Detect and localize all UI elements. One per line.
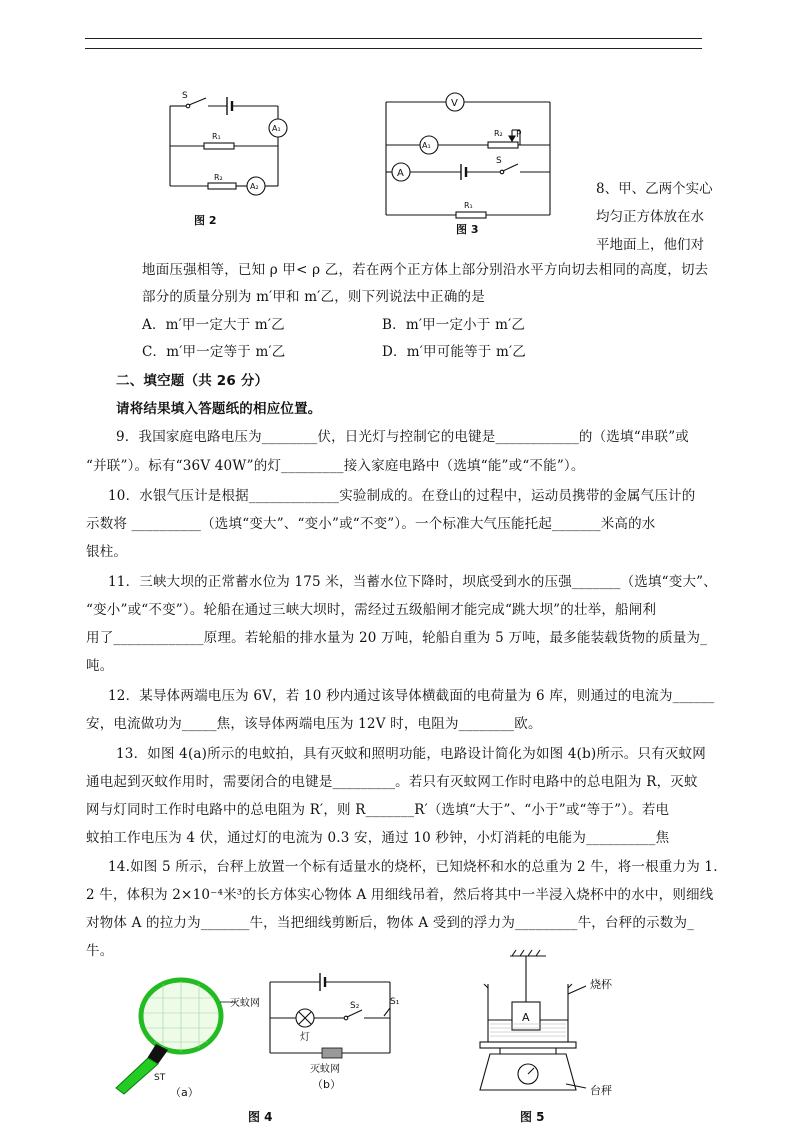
q10-line-1: 10．水银气压计是根据_____________实验制成的。在登山的过程中，运动员携带的金属气压计的 [108,488,696,504]
q14-line-1: 14.如图 5 所示，台秤上放置一个标有适量水的烧杯，已知烧杯和水的总重为 2 牛，将一根重力为 1. [108,859,718,875]
q8-line-1: 地面压强相等，已知 ρ 甲< ρ 乙，若在两个正方体上部分别沿水平方向切去相同的高度，切去 [142,262,709,278]
fig2-label-r1: R₁ [212,132,221,141]
q14-line-3: 对物体 A 的拉力为_______牛，当把细线剪断后，物体 A 受到的浮力为_________牛，台秤的示数为_ [86,915,695,931]
figure-2-circuit [160,88,290,233]
q13-line-2: 通电起到灭蚊作用时，需要闭合的电键是_________。若只有灭蚊网工作时电路中的总电阻为 R，灭蚊 [86,774,698,790]
q13-line-3: 网与灯同时工作时电路中的总电阻为 R′，则 R_______R′（选填“大于”、“小于”或“等于”）。若电 [86,802,670,818]
fig3-label-a1: A₁ [422,141,431,150]
fig3-label-v: V [451,98,458,109]
q8-side-line-3: 平地面上，他们对 [596,237,704,253]
header-rule-bottom [85,48,702,49]
q8-side-line-2: 均匀正方体放在水 [596,209,704,225]
fig4b-label-net: 灭蚊网 [310,1064,340,1075]
fig2-label-a1: A₁ [272,124,281,133]
fig3-label-p: P [516,130,522,140]
fig4b-label-lamp: 灯 [300,1032,310,1043]
fig3-label-r2: R₂ [494,129,503,138]
fig5-label-a: A [522,1011,530,1024]
fig3-label-r1: R₁ [464,201,473,210]
q14-line-4: 牛。 [86,943,114,959]
q8-option-d: D．m′甲可能等于 m′乙 [382,344,526,360]
fig4a-label-a: （a） [170,1086,199,1099]
q9-line-1: 9．我国家庭电路电压为________伏，日光灯与控制它的电键是____________的（选填“串联”或 [116,429,689,445]
q14-line-2: 2 牛，体积为 2×10⁻⁴米³的长方体实心物体 A 用细线吊着，然后将其中一半浸入烧杯中的水中，则细线 [86,887,714,903]
fig3-caption: 图 3 [456,223,479,236]
q10-line-2: 示数将 __________（选填“变大”、“变小”或“不变”）。一个标准大气压能托起_______米高的水 [86,516,656,532]
figure-4-caption: 图 4 [248,1110,273,1124]
section-2-instruction: 请将结果填入答题纸的相应位置。 [116,401,322,417]
fig2-label-s: S [182,91,188,101]
figure-4b-circuit [262,968,402,1098]
q8-side-line-1: 8、甲、乙两个实心 [596,181,713,197]
q12-line-1: 12．某导体两端电压为 6V，若 10 秒内通过该导体横截面的电荷量为 6 库，则通过的电流为______ [108,688,715,704]
section-2-title: 二、填空题（共 26 分） [116,373,269,389]
fig5-label-scale: 台秤 [590,1084,612,1097]
q8-line-2: 部分的质量分别为 m′甲和 m′乙，则下列说法中正确的是 [142,289,485,305]
fig4b-label-b: （b） [312,1078,341,1091]
q13-line-4: 蚊拍工作电压为 4 伏，通过灯的电流为 0.3 安，通过 10 秒钟，小灯消耗的电能为__________焦 [86,830,670,846]
header-rule-top [85,38,702,39]
q8-option-b: B．m′甲一定小于 m′乙 [382,317,526,333]
fig2-label-r2: R₂ [214,173,223,182]
q11-line-2: “变小”或“不变”）。轮船在通过三峡大坝时，需经过五级船闸才能完成“跳大坝”的壮举，船闸利 [86,602,657,618]
fig5-label-beaker: 烧杯 [590,978,612,991]
fig4a-label-net: 灭蚊网 [230,998,260,1009]
q12-line-2: 安，电流做功为_____焦，该导体两端电压为 12V 时，电阻为________欧。 [86,716,542,732]
q8-option-c: C．m′甲一定等于 m′乙 [142,344,286,360]
q10-line-3: 银柱。 [86,544,128,560]
fig4b-label-s1: S₁ [390,997,400,1007]
q11-line-1: 11．三峡大坝的正常蓄水位为 175 米，当蓄水位下降时，坝底受到水的压强_______（选填“变大”、 [108,574,717,590]
q11-line-3: 用了_____________原理。若轮船的排水量为 20 万吨，轮船自重为 5 万吨，最多能装载货物的质量为_ [86,630,708,646]
q11-line-4: 吨。 [86,658,114,674]
q9-line-2: “并联”）。标有“36V 40W”的灯_________接入家庭电路中（选填“能”或“不能”）。 [86,458,585,474]
fig2-label-a2: A₂ [250,182,259,191]
figure-4a-racket [108,968,268,1098]
figure-3-circuit [382,90,557,235]
fig4b-label-s2: S₂ [350,1001,360,1011]
q13-line-1: 13．如图 4(a)所示的电蚊拍，具有灭蚊和照明功能，电路设计简化为如图 4(b)所示。只有灭蚊网 [116,746,706,762]
fig3-label-s: S [496,156,502,166]
figure-5-caption: 图 5 [520,1110,545,1124]
figure-5-beaker [460,950,640,1110]
q8-option-a: A．m′甲一定大于 m′乙 [142,317,285,333]
fig2-caption: 图 2 [194,214,217,227]
fig4a-label-s: ST [154,1073,166,1083]
fig3-label-a: A [397,168,404,179]
